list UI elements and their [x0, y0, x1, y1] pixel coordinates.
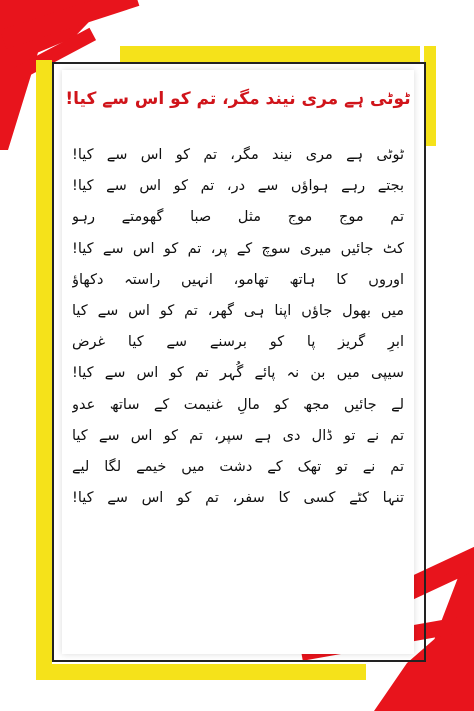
- poem-line: کٹ جائیں میری سوچ کے پر، تم کو اس سے کیا!: [72, 240, 404, 257]
- poem-line: تم نے تو تھک کے دشت میں خیمے لگا لیے: [72, 458, 404, 475]
- poem-title: ٹوٹی ہے مری نیند مگر، تم کو اس سے کیا!: [65, 89, 411, 109]
- poem-line: لے جائیں مجھ کو مالِ غنیمت کے ساتھ عدو: [72, 396, 404, 413]
- yellow-frame-top: [120, 46, 420, 62]
- yellow-frame-bottom: [36, 664, 366, 680]
- poem-line: ابرِ گریز پا کو برسنے سے کیا غرض: [72, 334, 404, 351]
- poem-line: میں بھول جاؤں اپنا ہی گھر، تم کو اس سے کیا: [72, 302, 404, 319]
- yellow-frame-left: [36, 60, 52, 680]
- poem-line: تم نے تو ڈال دی ہے سپر، تم کو اس سے کیا: [72, 427, 404, 444]
- poem-lines: [72, 140, 404, 514]
- poem-line: بجتے رہے ہواؤں سے در، تم کو اس سے کیا!: [72, 178, 404, 195]
- poem-line: سیپی میں بن نہ پائے گُہر تم کو اس سے کیا!: [72, 365, 404, 382]
- poem-card: [62, 70, 414, 654]
- poem-line: اوروں کا ہاتھ تھامو، انہیں راستہ دکھاؤ: [72, 271, 404, 288]
- poem-line: ٹوٹی ہے مری نیند مگر، تم کو اس سے کیا!: [72, 147, 404, 163]
- poem-line: تم موج موج مثل صبا گھومتے رہو: [72, 209, 404, 226]
- poem-line: تنہا کٹے کسی کا سفر، تم کو اس سے کیا!: [72, 490, 404, 507]
